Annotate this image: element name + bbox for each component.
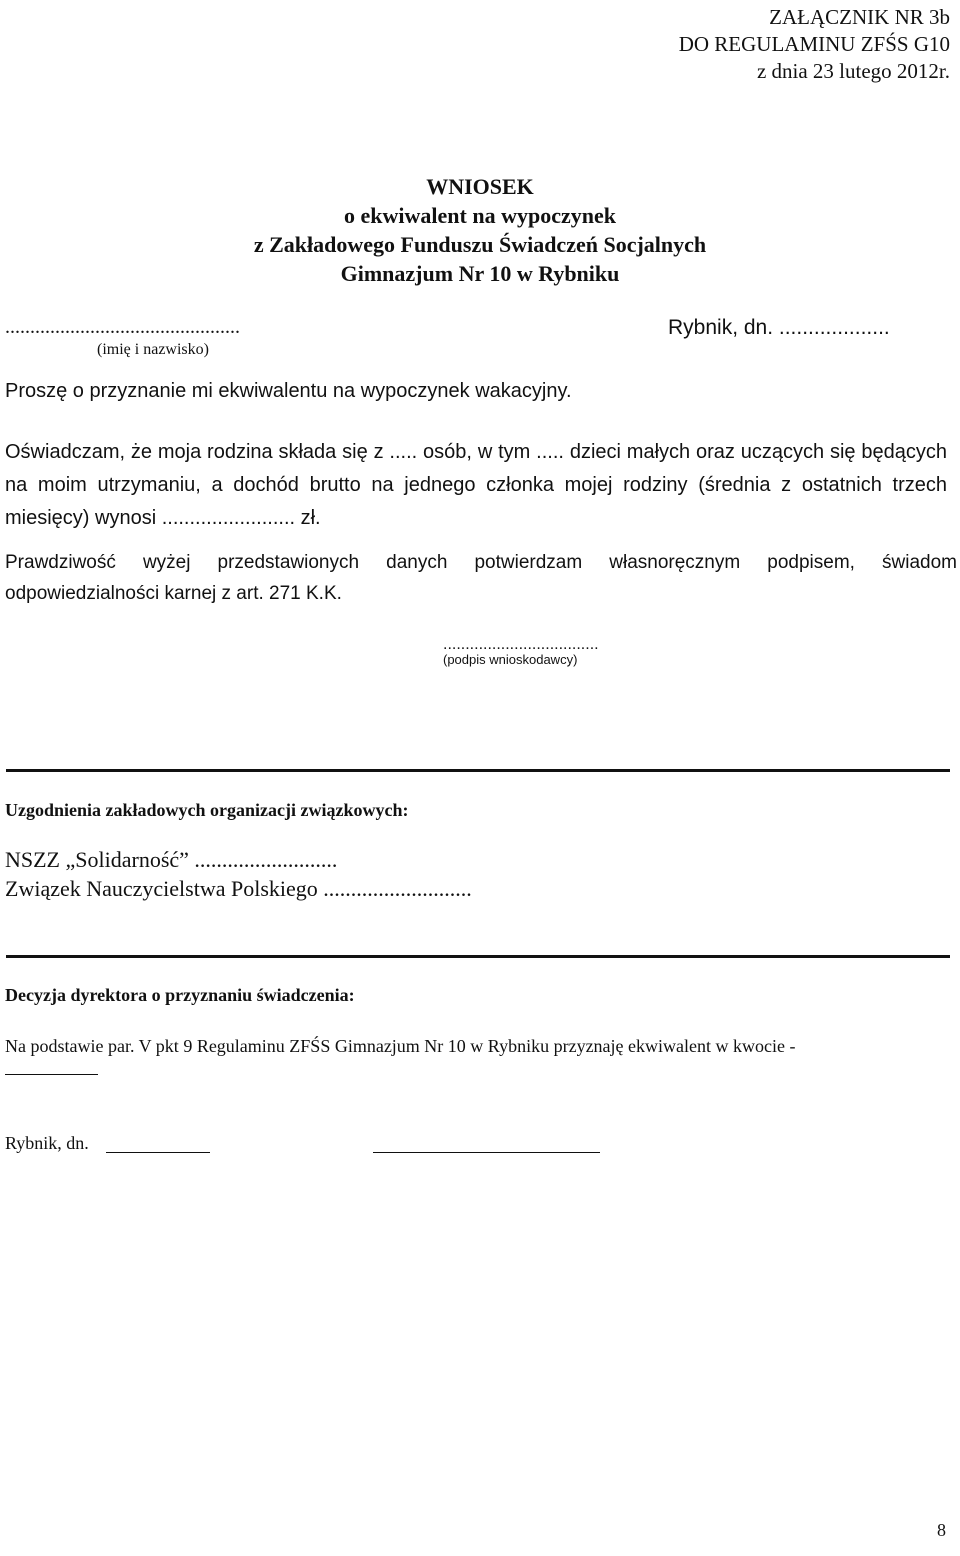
family-declaration: Oświadczam, że moja rodzina składa się z ..... osób, w tym ..... dzieci małych oraz uczących się będących na moim utrzymaniu, a dochód brutto na jednego członka mojej rodziny (średnia z ostatnich trzech miesięcy) wynosi ........................ zł. (5, 441, 947, 529)
section-divider (6, 769, 950, 772)
decision-heading: Decyzja dyrektora o przyznaniu świadczenia: (5, 985, 355, 1005)
decision-date-blank-line[interactable] (106, 1152, 210, 1153)
union-solidarnosc-field[interactable]: NSZZ „Solidarność” .......................... (5, 847, 338, 872)
request-text: Proszę o przyznanie mi ekwiwalentu na wypoczynek wakacyjny. (5, 380, 572, 402)
attachment-line-1: ZAŁĄCZNIK NR 3b (769, 5, 950, 29)
unions-heading: Uzgodnienia zakładowych organizacji związkowych: (5, 800, 409, 820)
document-subtitle-3: Gimnazjum Nr 10 w Rybniku (340, 261, 620, 286)
document-subtitle-1: o ekwiwalent na wypoczynek (344, 203, 616, 228)
applicant-signature-field[interactable]: ................................... (443, 636, 599, 653)
document-title: WNIOSEK (426, 174, 534, 199)
attachment-line-3: z dnia 23 lutego 2012r. (756, 59, 950, 83)
decision-city-date: Rybnik, dn. (5, 1133, 89, 1153)
attachment-line-2: DO REGULAMINU ZFŚS G10 (678, 32, 950, 56)
document-heading (0, 172, 960, 288)
place-date-field[interactable]: Rybnik, dn. ................... (668, 316, 890, 339)
union-znp-field[interactable]: Związek Nauczycielstwa Polskiego ........................... (5, 876, 472, 901)
amount-blank-line[interactable] (5, 1074, 98, 1075)
applicant-signature-label: (podpis wnioskodawcy) (443, 652, 578, 667)
section-divider (6, 955, 950, 958)
truthfulness-statement: Prawdziwość wyżej przedstawionych danych potwierdzam własnoręcznym podpisem, świadom odpowiedzialności karnej z art. 271 K.K. (5, 552, 957, 604)
page-number: 8 (937, 1520, 946, 1540)
document-subtitle-2: z Zakładowego Funduszu Świadczeń Socjalnych (253, 232, 707, 257)
applicant-name-label: (imię i nazwisko) (97, 341, 209, 358)
decision-basis-text: Na podstawie par. V pkt 9 Regulaminu ZFŚS Gimnazjum Nr 10 w Rybniku przyznaję ekwiwalent w kwocie - (5, 1036, 796, 1056)
director-signature-line[interactable] (373, 1152, 600, 1153)
applicant-name-field[interactable]: ............................................... (5, 316, 240, 338)
